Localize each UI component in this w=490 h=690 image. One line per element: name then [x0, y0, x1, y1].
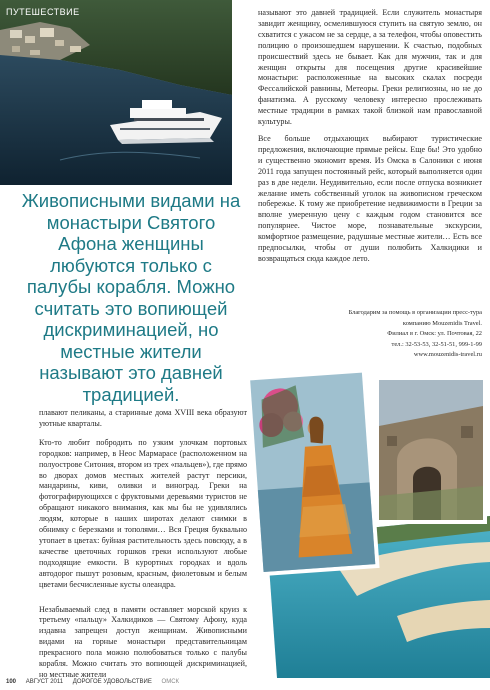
- paragraph: Незабываемый след в памяти оставляет морской круиз к третьему «пальцу» Халкидиков — Святому Афону, куда издавна запрещен доступ женщинам. Живописными видами на горные монастыри представительницам прекрасного пола можно полюбоваться только с палубы корабля. Можно считать это вопиющей дискриминацией, но местные жители: [39, 604, 247, 679]
- monastery-ferry-photo: [0, 0, 232, 185]
- section-label: ПУТЕШЕСТВИЕ: [6, 7, 80, 17]
- credit-line: www.mouzenidis-travel.ru: [413, 351, 482, 359]
- woman-in-dress-photo: [247, 368, 380, 576]
- credit-line: тел.: 32-53-53, 32-51-51, 999-1-99: [391, 340, 482, 348]
- credit-line: Филиал в г. Омск: ул. Почтовая, 22: [387, 330, 482, 338]
- paragraph: плавают пеликаны, а старинные дома XVIII века образуют уютные кварталы.: [39, 408, 247, 428]
- city-name: ОМСК: [161, 679, 180, 685]
- paragraph: Все больше отдыхающих выбирают туристические предложения, включающие прямые рейсы. Еще бы! Это удобно и существенно экономит время. Из Омска в Салоники с июня 2011 года запущен постоянный рейс, который выполняется один раз в две недели. Неудивительно, если после отпуска возникнет желание иметь собственный уголок на живописном греческом побережье. К тому же приобретение недвижимости в Греции за вполне умеренную цену с каждым годом становится все популярнее. Чистое море, познавательные экскурсии, комфортное размещение, радушные местные жители… Есть все предпосылки, чтобы от души полюбить Халкидики и возвращаться сюда каждое лето.: [258, 133, 482, 263]
- paragraph: называют это давней традицией. Если служитель монастыря завидит женщину, осмелившуюся ступить на святую землю, он схватится с ужасом не за сердце, а за телефон, чтобы оповестить полицию о произошедшем нарушении. К счастью, подобных происшествий здесь не бывает. Как для мужчин, так и для женщин открыты для посещения другие красивейшие монастыри: расположенные на высоких скалах посреди Фессалийской равнины, Метеоры. Греки религиозны, но не до фанатизма. А русскому человеку интересно прослеживать местные традиции в рамках такой близкой нам православной культуры.: [258, 8, 482, 127]
- credit-line: Благодарим за помощь в организации пресс-тура: [348, 309, 482, 316]
- press-tour-credits: [258, 308, 482, 361]
- article-column-left: [39, 408, 247, 689]
- credit-line: компанию Mouzenidis Travel.: [402, 319, 482, 327]
- page-number: 100: [6, 679, 17, 685]
- page-footer: [6, 679, 187, 685]
- article-column-right: [258, 8, 482, 271]
- issue-date: АВГУСТ 2011: [25, 679, 64, 685]
- paragraph: Кто-то любит побродить по узким улочкам портовых городков: например, в Неос Мармарасе (расположенном на полуострове Ситония, втором из трех «пальцев»), где прямо во дворах домов местных жителей растут персики, мандарины, киви, оливки и виноград. Греки на фотографирующихся с фруктовыми деревьями туристов не обращают никакого внимания, как мы бы не удивлялись людям, которые в наших широтах делают снимки в обнимку с березками и тополями… Вся Греция буквально утопает в цветах: буйная растительность здесь повсюду, а в качестве цветочных горшков греки используют любые подходящие емкости. В курортных городках и вдоль автодорог пышут розовым, красным, фиолетовым и белым цветами бесчисленные кусты олеандра.: [39, 437, 247, 589]
- magazine-name: ДОРОГОЕ УДОВОЛЬСТВИЕ: [72, 679, 152, 685]
- pull-quote: Живописными видами на монастыри Святого Афона женщины любуются только с палубы корабля. Можно считать это вопиющей дискриминацией, но местные жители называют это давней традицией.: [21, 190, 241, 405]
- stone-church-photo: [375, 376, 487, 524]
- photo-collage: [247, 366, 490, 678]
